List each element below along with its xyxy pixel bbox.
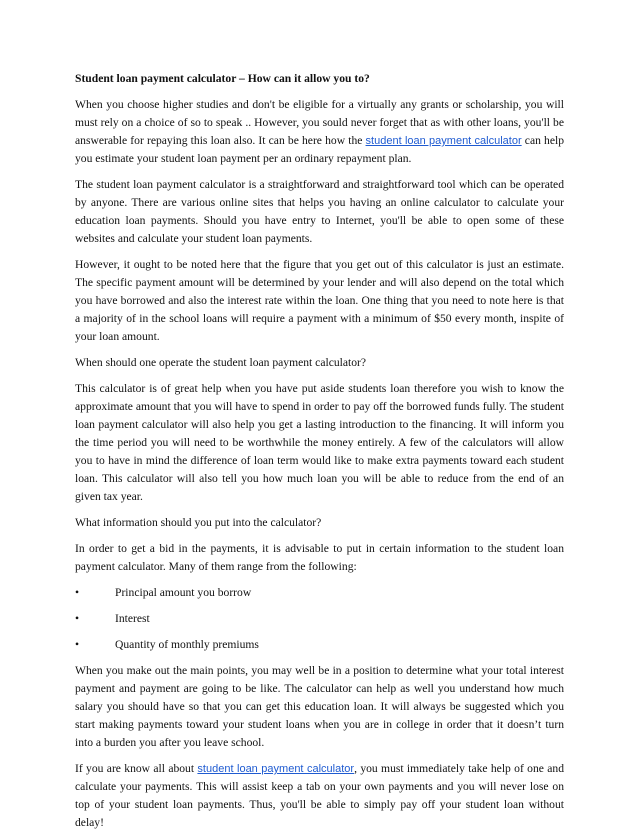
list-item-text: Interest (115, 612, 150, 625)
question-what-information: What information should you put into the calculator? (75, 516, 322, 529)
paragraph-usage: This calculator is of great help when you have put aside students loan therefore you wish to know the approximate amount that you will have to spend in order to pay off the borrowed funds fully. The student loan payment calculator will also help you get a lasting introduction to the financing. It will inform you the time period you will need to be worthwhile the money entirely. A few of the calculators will allow you to have in mind the difference of loan term would like to make extra payments toward each student loan. This calculator will also tell you how much loan you will be able to reduce from the end of an given tax year. (75, 382, 564, 503)
information-list (75, 584, 564, 654)
question-when-to-use: When should one operate the student loan payment calculator? (75, 356, 367, 369)
calculator-link-1[interactable]: student loan payment calculator (365, 135, 522, 147)
paragraph-conclusion-text-after: , you must immediately take help of one and calculate your payments. This will assist keep a tab on your own payments and you will never lose on top of your student loan payments. Thus, you'll be able to simply pay off your student loan without delay! (75, 762, 564, 829)
paragraph-intro (75, 96, 564, 168)
list-item (75, 636, 564, 654)
paragraph-details: When you make out the main points, you may well be in a position to determine what your total interest payment and payment are going to be like. The calculator can help as well you understand how much salary you should have so that you can get this education loan. It will always be suggested which you start making payments toward your student loans when you are in college in order that it doesn’t turn into a burden you after you leave school. (75, 664, 564, 749)
list-item-text: Quantity of monthly premiums (115, 638, 259, 651)
paragraph-information: In order to get a bid in the payments, it is advisable to put in certain information to the student loan payment calculator. Many of them range from the following: (75, 542, 564, 573)
calculator-link-2[interactable]: student loan payment calculator (197, 763, 355, 775)
paragraph-conclusion-text-before: If you are know all about (75, 762, 198, 775)
bullet-icon: • (75, 638, 80, 651)
document-title: Student loan payment calculator – How can it allow you to? (75, 72, 370, 85)
paragraph-estimate-note: However, it ought to be noted here that the figure that you get out of this calculator is just an estimate. The specific payment amount will be determined by your lender and will also depend on the total which you have borrowed and also the interest rate within the loan. One thing that you need to note here is that a majority of in the school loans will require a payment with a minimum of $50 every month, inspite of your loan amount. (75, 258, 564, 343)
bullet-icon: • (75, 586, 80, 599)
paragraph-intro-text-after: can help you estimate your student loan payment per an ordinary repayment plan. (75, 134, 564, 165)
paragraph-tool-description: The student loan payment calculator is a straightforward and straightforward tool which can be operated by anyone. There are various online sites that helps you having an online calculator to calculate your education loan payments. Should you have entry to Internet, you'll be able to open some of these websites and calculate your student loan payments. (75, 178, 564, 245)
list-item-text: Principal amount you borrow (115, 586, 252, 599)
paragraph-intro-text-before: When you choose higher studies and don't be eligible for a virtually any grants or scholarship, you will must rely on a choice of so to speak .. However, you sould never forget that as with other loans, you'll be answerable for repaying this loan also. It can be here how the (75, 98, 564, 147)
document-page (75, 70, 564, 840)
paragraph-conclusion (75, 760, 564, 832)
list-item (75, 610, 564, 628)
list-item (75, 584, 564, 602)
bullet-icon: • (75, 612, 80, 625)
